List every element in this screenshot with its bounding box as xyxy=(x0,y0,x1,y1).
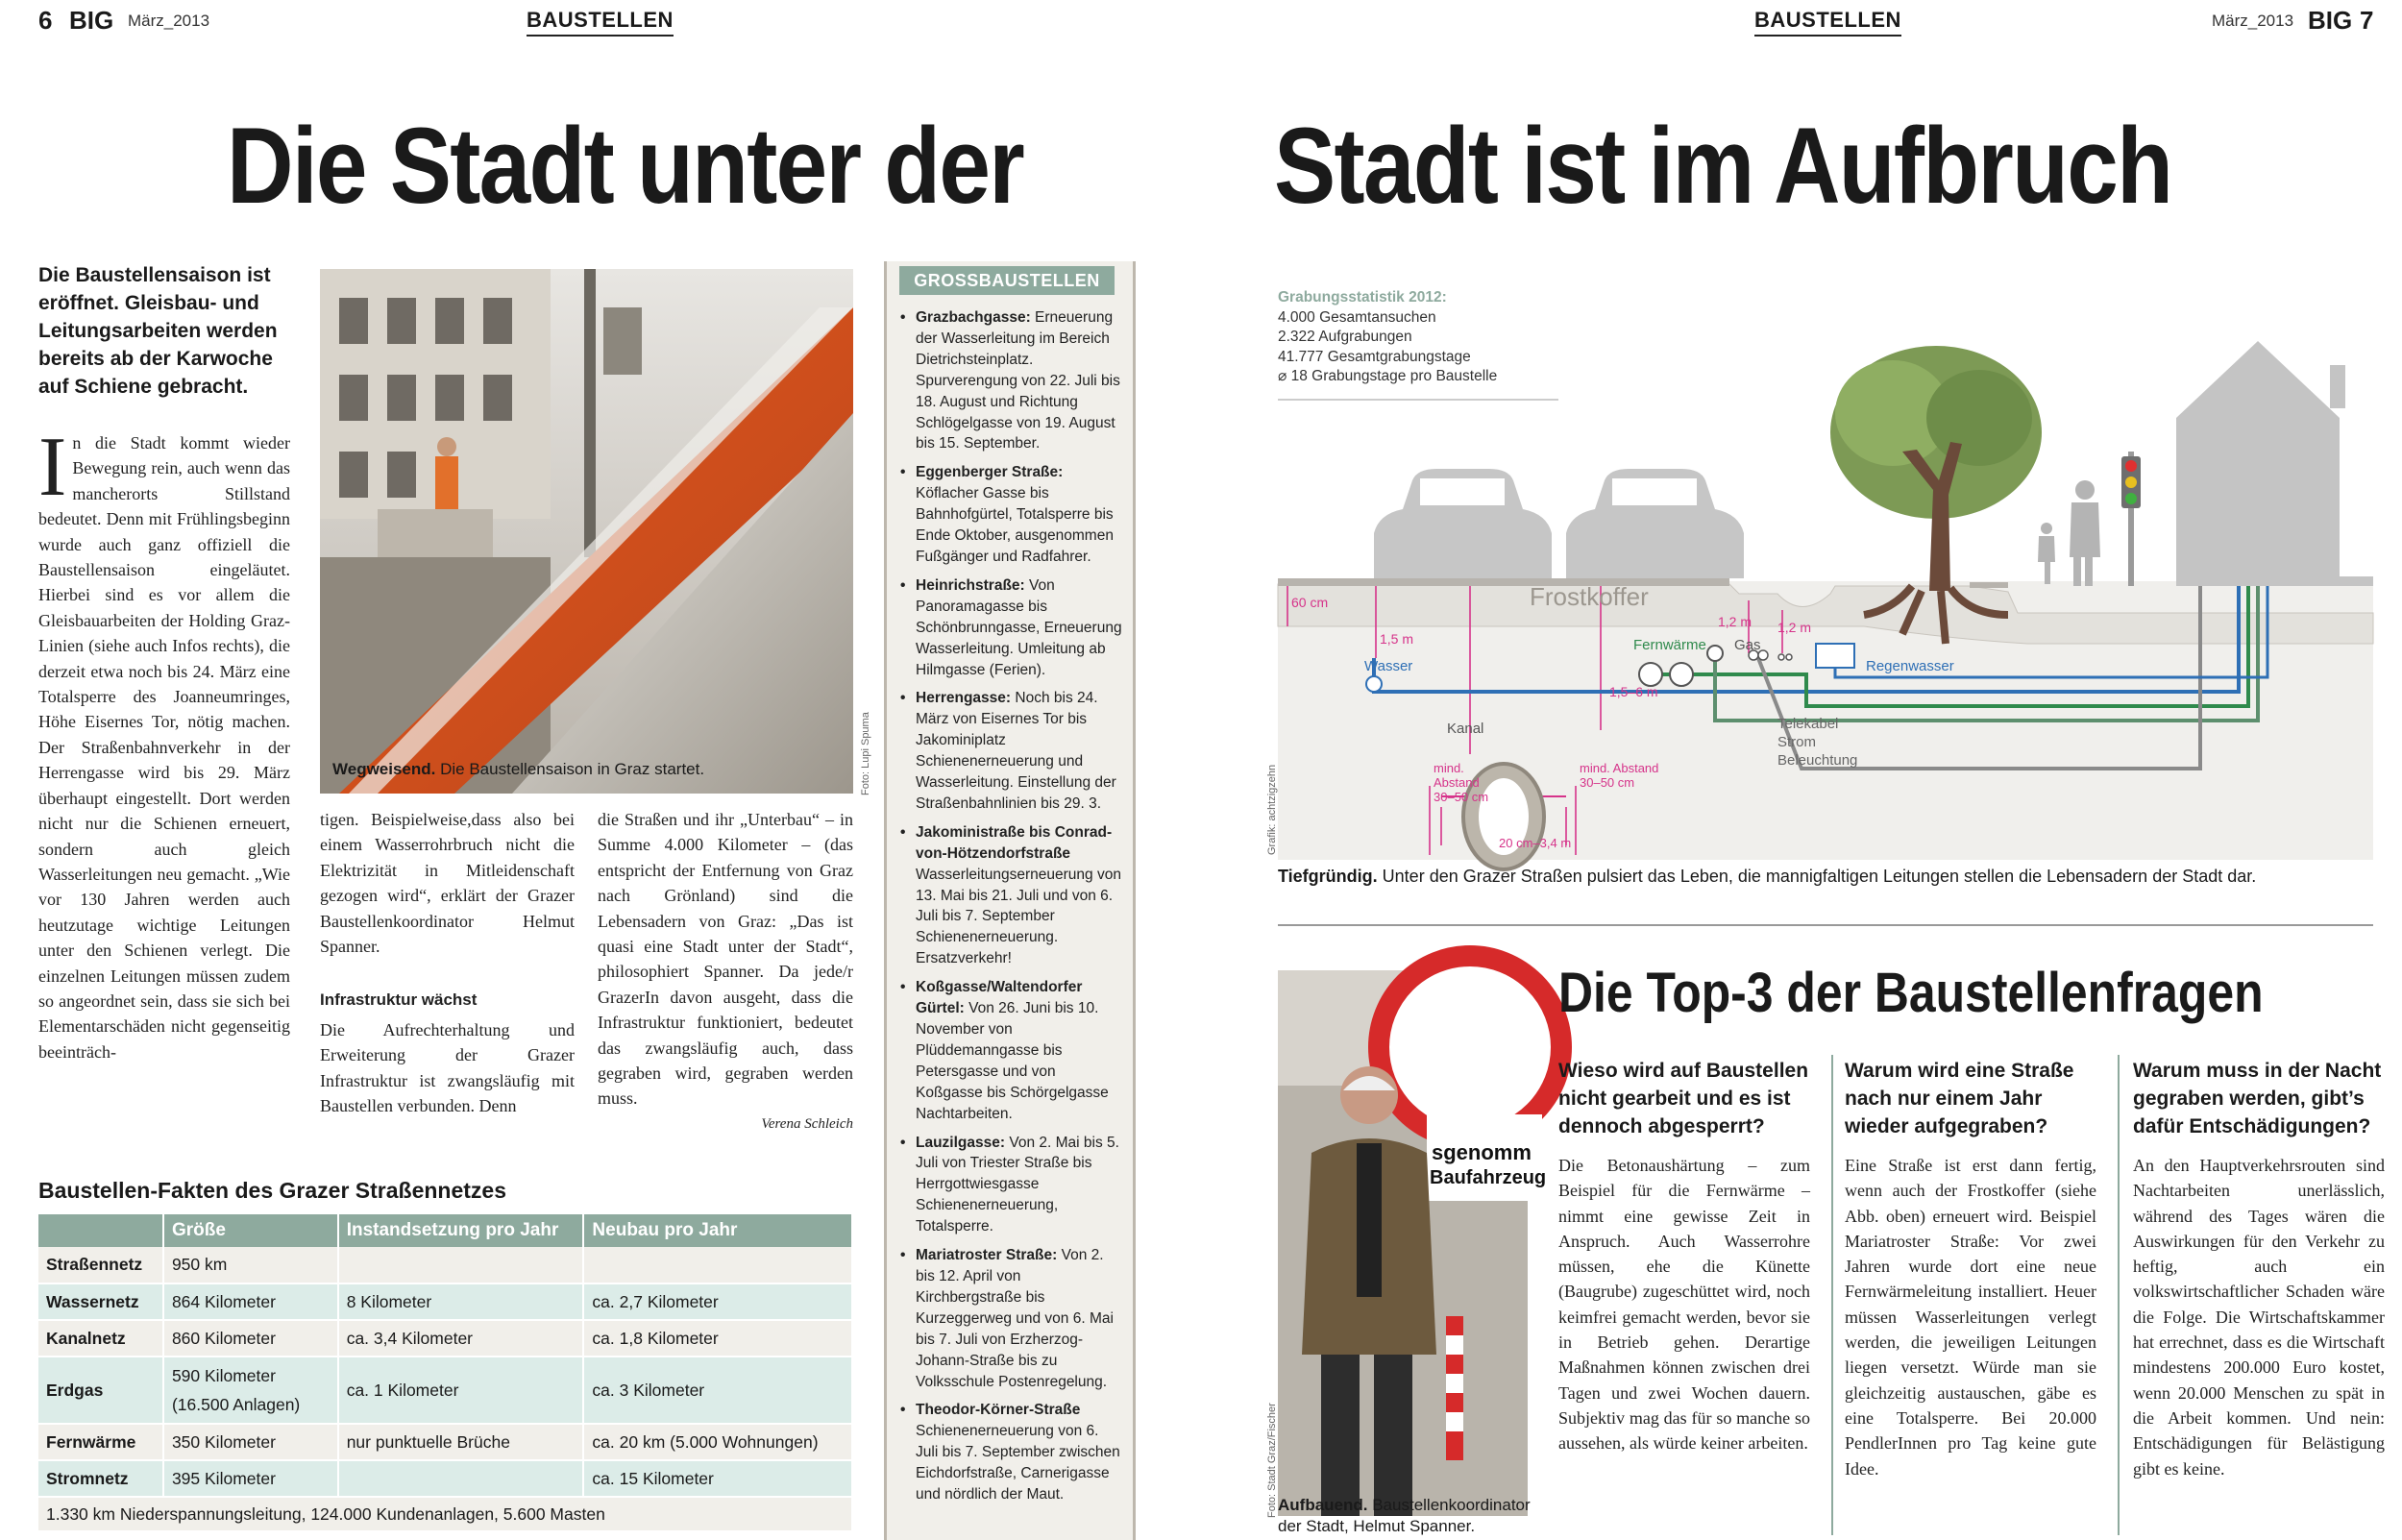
photo-caption xyxy=(332,759,736,780)
table-cell: Fernwärme xyxy=(38,1424,163,1460)
label-abstand-l1: mind. xyxy=(1434,761,1464,775)
label-beleuchtung: Beleuchtung xyxy=(1777,752,1858,769)
list-item xyxy=(900,688,1123,814)
table-header xyxy=(38,1214,163,1247)
sign-text-1: sgenomm xyxy=(1432,1140,1532,1164)
label-fernwaerme: Fernwärme xyxy=(1633,637,1706,653)
faq-question: Warum muss in der Nacht gegraben werden, gibt’s dafür Entschädigungen? xyxy=(2133,1060,2382,1137)
table-row xyxy=(38,1460,852,1497)
coordinator-photo xyxy=(1278,970,1547,1516)
rainwater-icon xyxy=(1816,644,1854,668)
brand-right: BIG xyxy=(2308,6,2353,35)
table-cell: ca. 20 km (5.000 Wohnungen) xyxy=(583,1424,852,1460)
list-item xyxy=(900,1245,1123,1392)
faq-answer: An den Hauptverkehrsrouten sind Nachtarbeiten unerlässlich, während des Tages wären die Auswirkungen für den Verkehr zu heftig, auch ein volkswirtschaftlicher Schaden wäre die Folge. Die Wirtschaftskammer hat errechnet, dass es die Wirtschaft mindestens 200.000 Euro kostet, wenn 20.000 Menschen zu spät in die Arbeit kommen. Und nein: Entschädigungen für Belästigung gibt es keine. xyxy=(2133,1156,2385,1479)
stats-line: 41.777 Gesamtgrabungstage xyxy=(1278,348,1471,365)
coordinator-photo-art xyxy=(1278,970,1547,1516)
label-strom: Strom xyxy=(1777,734,1817,750)
label-kanal-size: 20 cm–3,4 m xyxy=(1499,836,1572,850)
faq-title: Die Top-3 der Baustellenfragen xyxy=(1558,962,2264,1024)
article-column-1-text: n die Stadt kommt wieder Bewegung rein, auch wenn das mancherorts Stillstand bedeutet. Denn mit Frühlingsbeginn wurde auch ganz offiziell die Baustellensaison eingeläutet. Hierbei sind es vor allem die Gleisbauarbeiten der Holding Graz-Linien (siehe auch Infos rechts), die derzeit etwa noch bis 24. März eine Totalsperre des Joanneumringes, Höhe Eisernes Tor, nötig machen. Der Straßenbahnverkehr in der Herrengasse wird bis 29. März überhaupt eingestellt. Dort werden nicht nur die Schienen erneuert, sondern auch gleich Wasserleitungen neu gemacht. „Wie vor 130 Jahren werden auch heutzutage wichtige Leitungen unter den Schienen verlegt. Die einzelnen Leitungen müssen zudem so angeordnet sein, dass sie sich bei Elementarschäden nicht gegenseitig beeinträch- xyxy=(38,433,290,1062)
graphic-caption xyxy=(1278,867,2256,887)
table-cell: 950 km xyxy=(163,1247,338,1283)
article-column-2 xyxy=(320,807,575,1118)
house-silhouette xyxy=(2176,341,2340,586)
road-surface xyxy=(1278,578,1729,586)
label-1-2m-a: 1,2 m xyxy=(1718,614,1752,629)
car-silhouette-1 xyxy=(1374,469,1552,578)
faq-column-3 xyxy=(2133,1057,2385,1481)
label-regenwasser: Regenwasser xyxy=(1866,658,1954,674)
list-item xyxy=(900,462,1123,568)
list-item-name: Theodor-Körner-Straße xyxy=(916,1402,1081,1419)
stats-line: 4.000 Gesamtansuchen xyxy=(1278,308,1436,326)
car-silhouette-2 xyxy=(1566,469,1744,578)
table-cell: 8 Kilometer xyxy=(338,1283,584,1320)
gas-pipe-icon xyxy=(1707,646,1723,661)
date-left: März_2013 xyxy=(128,12,210,30)
chimney xyxy=(2330,365,2345,408)
list-item-name: Jakoministraße bis Conrad-von-Hötzendorfstraße xyxy=(916,823,1113,862)
table-cell: ca. 3 Kilometer xyxy=(583,1357,852,1424)
street-cross-section-diagram xyxy=(1278,327,2373,860)
table-row xyxy=(38,1320,852,1357)
photo-caption-bold: Wegweisend. xyxy=(332,760,436,778)
headline-left: Die Stadt unter der xyxy=(227,106,1023,226)
list-item-name: Lauzilgasse: xyxy=(916,1134,1006,1151)
list-item xyxy=(900,822,1123,969)
stats-line: 2.322 Aufgrabungen xyxy=(1278,329,1412,345)
page-number-left: 6 xyxy=(38,6,53,35)
list-item-text: Von 2. Mai bis 5. Juli von Triester Straße bis Herrgottwiesgasse Schienenerneuerung, Totalsperre. xyxy=(916,1134,1119,1235)
label-60cm: 60 cm xyxy=(1291,595,1329,610)
headline-right: Stadt ist im Aufbruch xyxy=(1274,106,2172,226)
stats-line: ⌀ 18 Grabungstage pro Baustelle xyxy=(1278,368,1498,384)
table-cell: 860 Kilometer xyxy=(163,1320,338,1357)
faq-question: Warum wird eine Straße nach nur einem Jahr wieder aufgegraben? xyxy=(1845,1060,2074,1137)
district-heating-pipe-icon xyxy=(1639,663,1662,686)
article-column-2-text-b: Die Aufrechterhaltung und Erweiterung der Grazer Infrastruktur ist zwangsläufig mit Baustellen verbunden. Denn xyxy=(320,1019,575,1116)
faq-answer: Die Betonaushärtung – zum Beispiel für die Fernwärme – nimmt eine gewisse Zeit in Anspruch. Auch Wasserrohre müssen, ehe die Künette (Baugrube) zugeschüttet wird, noch keimfrei gemacht werden, bevor sie in Betrieb gehen. Derartige Maßnahmen können zwischen drei Tagen und zwei Wochen dauern. Subjektiv mag das für so manche so aussehen, als würde keiner arbeiten. xyxy=(1558,1156,1810,1454)
drop-cap: I xyxy=(38,421,67,514)
table-header: Instandsetzung pro Jahr xyxy=(338,1214,584,1247)
article-column-1 xyxy=(38,421,290,1064)
list-item-name: Heinrichstraße: xyxy=(916,576,1025,594)
section-divider xyxy=(1278,924,2373,926)
date-right: März_2013 xyxy=(2212,12,2294,30)
list-item-text: Von 2. bis 12. April von Kirchbergstraße bis Kurzeggerweg und von 6. Mai bis 7. Juli von Erzherzog-Johann-Straße bis zu Volksschule Postenregelung. xyxy=(916,1247,1114,1390)
pedestrians-icon xyxy=(2038,480,2100,586)
label-abstand-r2: 30–50 cm xyxy=(1580,775,1635,790)
label-frostkoffer: Frostkoffer xyxy=(1530,582,1649,611)
table-cell: ca. 15 Kilometer xyxy=(583,1460,852,1497)
table-footer: 1.330 km Niederspannungsleitung, 124.000 Kundenanlagen, 5.600 Masten xyxy=(38,1497,852,1531)
stats-title: Grabungsstatistik 2012: xyxy=(1278,289,1447,306)
article-column-3-text: die Straßen und ihr „Unterbau“ – in Summe 4.000 Kilometer – (das entspricht der Entfernung von Graz nach Grönland) sind die Lebensadern von Graz: „Das ist quasi eine Stadt unter der Stadt“, philosophiert Spanner. Da jede/r GrazerIn davon ausgeht, dass die Infrastruktur funktioniert, bedeutet das zwangsläufig auch, dass gegraben wird, gegraben werden muss. xyxy=(598,810,853,1109)
photo-caption-text: Die Baustellensaison in Graz startet. xyxy=(435,760,705,778)
label-abstand-l3: 30–50 cm xyxy=(1434,790,1489,804)
construction-photo-art xyxy=(320,269,853,794)
list-item-name: Koßgasse/Waltendorfer Gürtel: xyxy=(916,979,1083,1017)
list-item-text: Schienenerneuerung von 6. Juli bis 7. September zwischen Eichdorfstraße, Carnerigasse und nördlich der Maut. xyxy=(916,1423,1120,1503)
table-cell xyxy=(583,1247,852,1283)
table-cell: ca. 1 Kilometer xyxy=(338,1357,584,1424)
no-entry-sign-icon xyxy=(1379,956,1561,1138)
table-cell: 350 Kilometer xyxy=(163,1424,338,1460)
water-pipe-icon xyxy=(1366,676,1382,692)
graphic-caption-text: Unter den Grazer Straßen pulsiert das Leben, die mannigfaltigen Leitungen stellen die Lebensadern der Stadt dar. xyxy=(1377,867,2257,886)
table-cell: Erdgas xyxy=(38,1357,163,1424)
faq-column-2 xyxy=(1845,1057,2096,1481)
coordinator-photo-credit: Foto: Stadt Graz/Fischer xyxy=(1266,1403,1278,1518)
table-cell: ca. 2,7 Kilometer xyxy=(583,1283,852,1320)
photo-credit: Foto: Lupi Spuma xyxy=(860,712,871,795)
list-item xyxy=(900,1133,1123,1238)
label-kanal: Kanal xyxy=(1447,721,1484,737)
construction-photo xyxy=(320,269,853,794)
article-author: Verena Schleich xyxy=(761,1115,853,1132)
list-item xyxy=(900,977,1123,1124)
list-item-name: Grazbachgasse: xyxy=(916,309,1031,326)
table-cell: Wassernetz xyxy=(38,1283,163,1320)
label-1-5m: 1,5 m xyxy=(1380,631,1414,647)
table-cell: ca. 1,8 Kilometer xyxy=(583,1320,852,1357)
faq-column-1 xyxy=(1558,1057,1810,1456)
facts-table xyxy=(38,1214,853,1532)
table-cell xyxy=(338,1460,584,1497)
article-column-2-text: tigen. Beispielweise,dass also bei einem Wasserrohrbruch nicht die Elektrizität in Mitleidenschaft gezogen wird“, erklärt der Grazer Baustellenkoordinator Helmut Spanner. xyxy=(320,810,575,957)
table-cell: 395 Kilometer xyxy=(163,1460,338,1497)
table-cell: Kanalnetz xyxy=(38,1320,163,1357)
table-cell: 864 Kilometer xyxy=(163,1283,338,1320)
table-header: Größe xyxy=(163,1214,338,1247)
label-1-5-6m: 1,5–6 m xyxy=(1609,684,1658,699)
major-sites-sidebar xyxy=(884,261,1136,1540)
page-number-right: 7 xyxy=(2360,6,2374,35)
column-divider xyxy=(1831,1055,1833,1535)
table-cell xyxy=(338,1247,584,1283)
list-item xyxy=(900,307,1123,454)
sign-text-2: Baufahrzeug xyxy=(1430,1167,1547,1188)
table-cell: 590 Kilometer (16.500 Anlagen) xyxy=(163,1357,338,1424)
list-item-name: Mariatroster Straße: xyxy=(916,1247,1058,1264)
list-item-text: Erneuerung der Wasserleitung im Bereich Dietrichsteinplatz. Spurverengung von 22. Juli bis 18. August und Richtung Schlögelgasse von 19. August bis 15. September. xyxy=(916,309,1120,452)
facts-table-title: Baustellen-Fakten des Grazer Straßennetzes xyxy=(38,1178,506,1203)
label-abstand-l2: Abstand xyxy=(1434,775,1480,790)
table-row xyxy=(38,1424,852,1460)
table-header-row xyxy=(38,1214,852,1247)
list-item-text: Noch bis 24. März von Eisernes Tor bis Jakominiplatz Schienenerneuerung und Wasserleitung. Einstellung der Straßenbahnlinien bis 29. 3. xyxy=(916,690,1116,812)
article-subhead: Infrastruktur wächst xyxy=(320,990,478,1010)
article-column-3 xyxy=(598,807,853,1137)
coordinator-caption xyxy=(1278,1495,1532,1537)
coordinator-caption-text: Baustellenkoordinator der Stadt, Helmut Spanner. xyxy=(1278,1496,1531,1535)
section-label-left: BAUSTELLEN xyxy=(527,8,674,37)
table-row xyxy=(38,1247,852,1283)
section-label-right: BAUSTELLEN xyxy=(1754,8,1901,37)
table-cell: nur punktuelle Brüche xyxy=(338,1424,584,1460)
list-item-text: Köflacher Gasse bis Bahnhofgürtel, Totalsperre bis Ende Oktober, ausgenommen Fußgänger und Radfahrer. xyxy=(916,485,1114,565)
column-divider xyxy=(2118,1055,2120,1535)
list-item-text: Wasserleitungserneuerung von 13. Mai bis 21. Juli und von 6. Juli bis 7. September Schienenerneuerung. Ersatzverkehr! xyxy=(916,866,1121,967)
faq-answer: Eine Straße ist erst dann fertig, wenn auch der Frostkoffer (siehe Abb. oben) erneuert wird. Beispiel Mariatroster Straße: Vor zwei Jahren wurde dort eine neue Fernwärmeleitung installiert. Heuer müssen Wasserleitungen verlegt werden, die jeweiligen Leitungen liegen versetzt. Würde man sie gleichzeitig austauschen, gäbe es eine Totalsperre. Bei 20.000 PendlerInnen pro Tag keine gute Idee. xyxy=(1845,1156,2096,1479)
list-item xyxy=(900,1400,1123,1505)
table-row xyxy=(38,1357,852,1424)
table-cell: Straßennetz xyxy=(38,1247,163,1283)
article-lead: Die Baustellensaison ist eröffnet. Gleisbau- und Leitungsarbeiten werden bereits ab der Karwoche auf Schiene gebracht. xyxy=(38,264,278,398)
label-abstand-r1: mind. Abstand xyxy=(1580,761,1659,775)
list-item xyxy=(900,575,1123,681)
sidewalk-surface xyxy=(1970,582,2008,588)
list-item-name: Herrengasse: xyxy=(916,690,1012,707)
list-item-name: Eggenberger Straße: xyxy=(916,464,1064,481)
graphic-caption-bold: Tiefgründig. xyxy=(1278,867,1378,886)
list-item-text: Von Panoramagasse bis Schönbrunngasse, Erneuerung Wasserleitung. Umleitung ab Hilmgasse (Ferien). xyxy=(916,576,1122,678)
brand-left: BIG xyxy=(69,6,114,35)
label-wasser: Wasser xyxy=(1364,658,1413,674)
faq-question: Wieso wird auf Baustellen nicht gearbeit und es ist dennoch abgesperrt? xyxy=(1558,1060,1809,1137)
label-1-2m-b: 1,2 m xyxy=(1777,620,1812,635)
label-gas: Gas xyxy=(1734,637,1761,653)
table-row xyxy=(38,1283,852,1320)
label-telekabel: Telekabel xyxy=(1777,716,1839,732)
table-header: Neubau pro Jahr xyxy=(583,1214,852,1247)
list-item-text: Von 26. Juni bis 10. November von Plüddemanngasse bis Petersgasse und von Koßgasse bis Schörgelgasse Nachtarbeiten. xyxy=(916,1000,1109,1122)
table-cell: Stromnetz xyxy=(38,1460,163,1497)
sidebar-title: GROSSBAUSTELLEN xyxy=(899,266,1115,295)
coordinator-caption-bold: Aufbauend. xyxy=(1278,1496,1368,1514)
table-footer-row xyxy=(38,1497,852,1531)
table-cell: ca. 3,4 Kilometer xyxy=(338,1320,584,1357)
sidebar-list xyxy=(900,307,1123,1513)
graphic-credit: Grafik: achtzigzehn xyxy=(1266,764,1278,855)
